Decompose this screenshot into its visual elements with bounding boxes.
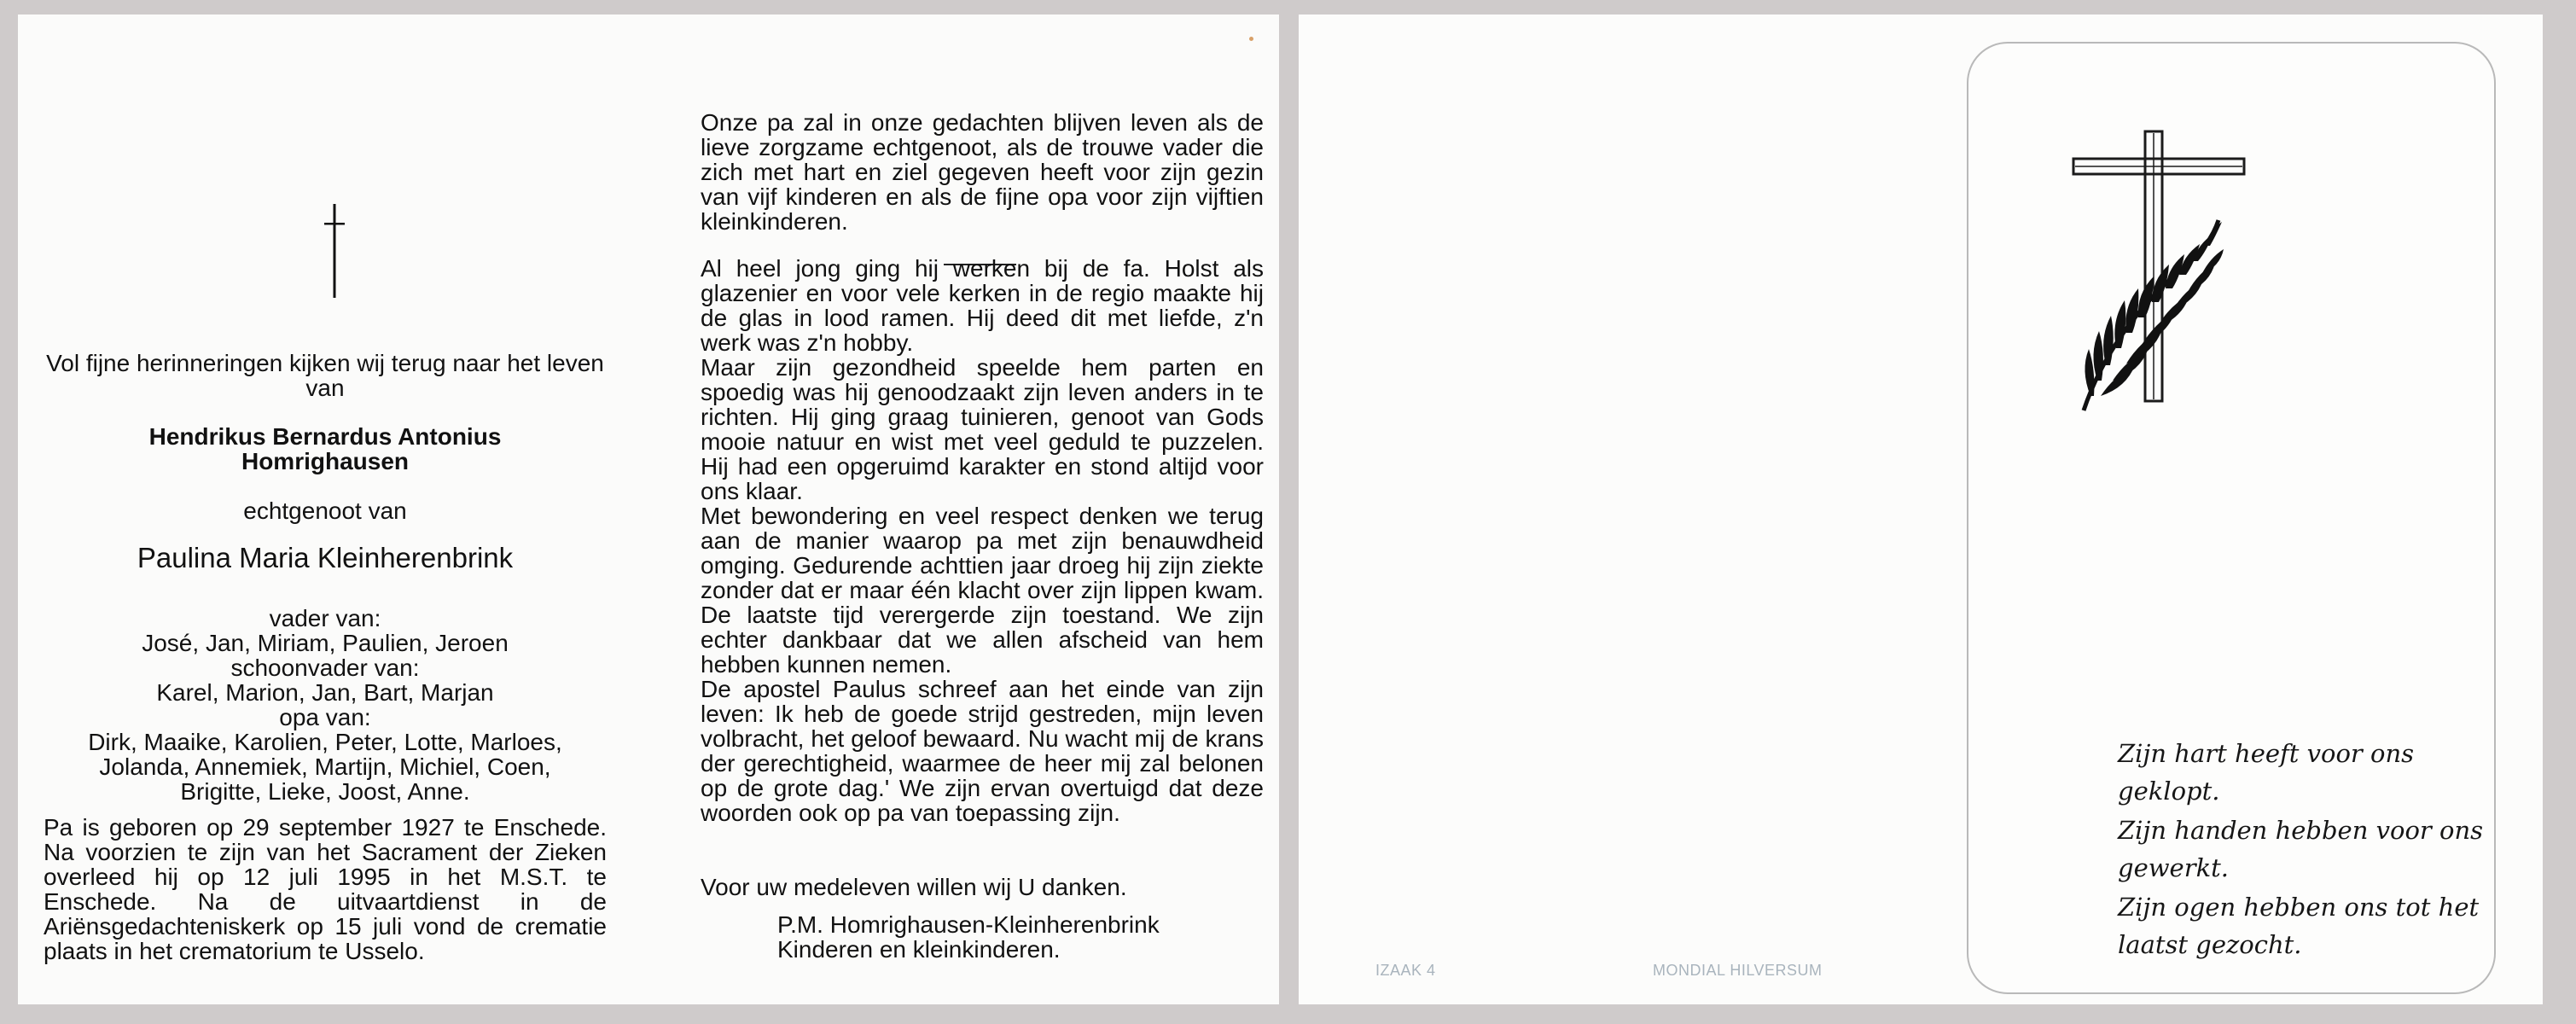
- name-line-2: Homrighausen: [241, 448, 410, 474]
- poem-card: [1967, 42, 2496, 994]
- grandchildren-names: Dirk, Maaike, Karolien, Peter, Lotte, Marloes, Jolanda, Annemiek, Martijn, Michiel, Coen, Brigitte, Lieke, Joost, Anne.: [88, 729, 562, 805]
- cross-icon: [322, 204, 347, 298]
- children-names: José, Jan, Miriam, Paulien, Jeroen: [142, 630, 509, 656]
- spouse-label: [44, 498, 607, 523]
- tribute-text-4: Met bewondering en veel respect denken we terug aan de manier waarop pa met zijn benauwdheid omging. Gedurende achttien jaar droeg hij zijn ziekte zonder dat er maar één klacht over zijn lippen kwam. De laatste tijd verergerde zijn toestand. We zijn echter dankbaar dat we allen afscheid van hem hebben kunnen nemen.: [701, 503, 1264, 678]
- tribute-body: [701, 256, 1264, 825]
- deceased-name: [44, 424, 607, 474]
- intro-text: [44, 351, 607, 400]
- tribute-paragraph-1: [701, 110, 1264, 234]
- tribute-text-3: Maar zijn gezondheid speelde hem parten en spoedig was hij genoodzaakt zijn leven anders in te richten. Hij ging graag tuinieren, genoot van Gods mooie natuur en wist met veel geduld te puzzelen. Hij had een opgeruimd karakter en stond altijd voor ons klaar.: [701, 354, 1264, 504]
- poem-line-1: Zijn hart heeft voor ons geklopt.: [2118, 739, 2415, 806]
- cross-with-palm-icon: [2067, 125, 2263, 432]
- spouse-name-text: Paulina Maria Kleinherenbrink: [137, 542, 514, 573]
- paper-speck: [1249, 37, 1253, 41]
- thanks-line: [701, 875, 1264, 899]
- name-line-1: Hendrikus Bernardus Antonius: [148, 423, 502, 450]
- children-label: vader van:: [269, 605, 381, 631]
- thanks-text: Voor uw medeleven willen wij U danken.: [701, 874, 1127, 900]
- family-list: [44, 606, 607, 804]
- poem-line-2: Zijn handen hebben voor ons gewerkt.: [2118, 816, 2484, 882]
- signature-line-2: Kinderen en kleinkinderen.: [777, 936, 1061, 963]
- grandchildren-label: opa van:: [279, 704, 371, 730]
- tribute-text-1: Onze pa zal in onze gedachten blijven leven als de lieve zorgzame echtgenoot, als de trouwe vader die zich met hart en ziel gegeven heeft voor zijn gezin van vijf kinderen en als de fijne opa voor zijn vijftien kleinkinderen.: [701, 109, 1264, 235]
- poem-text: [2118, 735, 2485, 965]
- in-laws-label: schoonvader van:: [230, 655, 420, 681]
- intro-line: Vol fijne herinneringen kijken wij terug naar het leven van: [46, 350, 604, 401]
- signature-block: [777, 912, 1255, 962]
- printer-code-right: MONDIAL HILVERSUM: [1653, 962, 1823, 979]
- printer-code-left: IZAAK 4: [1375, 962, 1436, 979]
- memorial-card-outside: [1299, 15, 2543, 1004]
- spouse-name: [44, 543, 607, 573]
- memorial-card-inside: [18, 15, 1279, 1004]
- spouse-label-text: echtgenoot van: [243, 497, 407, 524]
- biography-text: Pa is geboren op 29 september 1927 te Enschede. Na voorzien te zijn van het Sacrament der Zieken overleed hij op 12 juli 1995 in het M.S.T. te Enschede. Na de uitvaartdienst in de Ariënsgedachteniskerk op 15 juli vond de crematie plaats in het crematorium te Usselo.: [44, 814, 607, 964]
- poem-line-3: Zijn ogen hebben ons tot het laatst gezocht.: [2118, 893, 2480, 959]
- in-laws-names: Karel, Marion, Jan, Bart, Marjan: [156, 679, 494, 706]
- tribute-text-2: Al heel jong ging hij werken bij de fa. Holst als glazenier en voor vele kerken in de regio maakte hij de glas in lood ramen. Hij deed dit met liefde, z'n werk was z'n hobby.: [701, 255, 1264, 356]
- tribute-text-5: De apostel Paulus schreef aan het einde van zijn leven: Ik heb de goede strijd gestreden, mijn leven volbracht, het geloof bewaard. Nu wacht mij de krans der gerechtigheid, waarmee de heer mij zal belonen op de grote dag.' We zijn ervan overtuigd dat deze woorden ook op pa van toepassing zijn.: [701, 676, 1264, 826]
- signature-line-1: P.M. Homrighausen-Kleinherenbrink: [777, 911, 1160, 938]
